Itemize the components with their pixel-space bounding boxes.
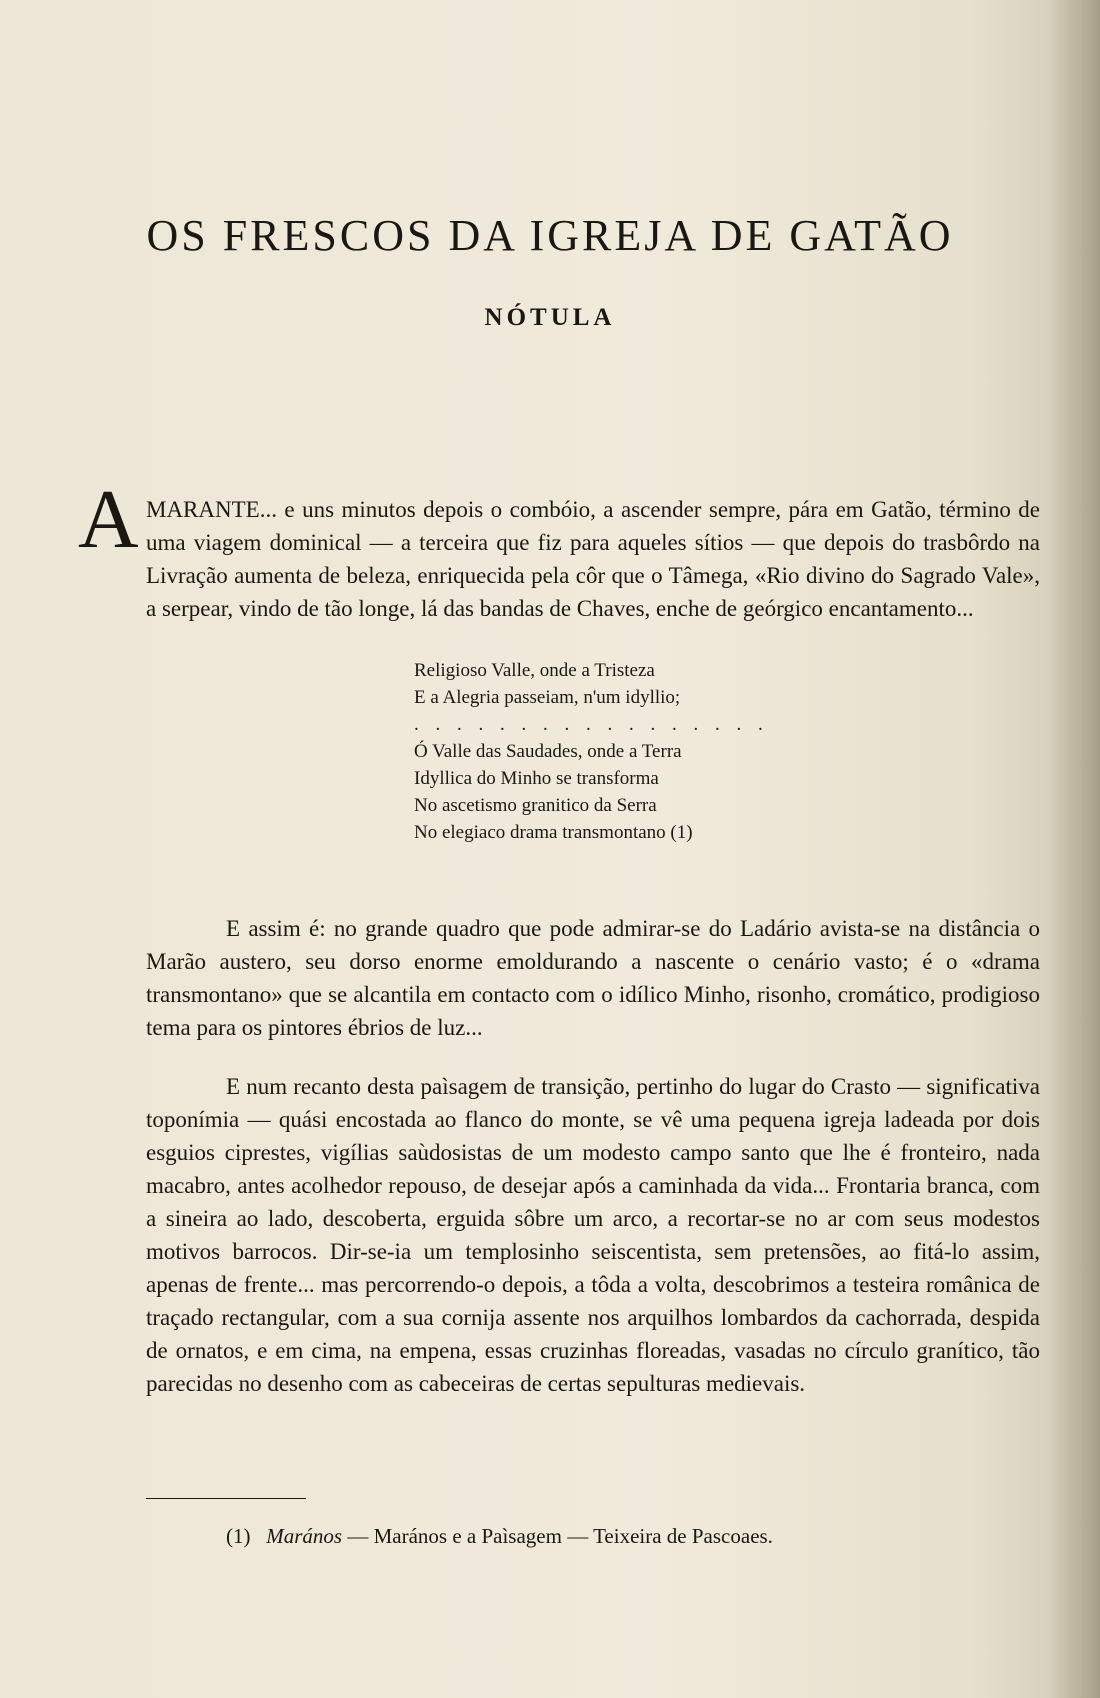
verse-line: Religioso Valle, onde a Tristeza — [414, 660, 655, 681]
paragraph-1 — [146, 493, 1040, 625]
verse-line: E a Alegria passeiam, n'um idyllio; — [414, 687, 681, 708]
footnote-text: — Maránοs e a Paìsagem — Teixeira de Pascoaes. — [347, 1524, 773, 1548]
footnote-divider — [146, 1498, 306, 1499]
verse-line: No ascetismo granitico da Serra — [414, 795, 657, 816]
paragraph-3-text: E num recanto desta paìsagem de transição, pertinho do lugar do Crasto — significativa toponímia — quási encostada ao flanco do monte, se vê uma pequena igreja ladeada por dois esguios ciprestes, vigílias saùdosistas de um modesto campo santo que lhe é fronteiro, nada macabro, antes acolhedor repouso, de desejar após a caminhada da vida... Frontaria branca, com a sineira ao lado, descoberta, erguida sôbre um arco, a recortar-se no ar com seus modestos motivos barrocos. Dir-se-ia um templosinho seiscentista, sem pretensões, ao fitá-lo assim, apenas de frente... mas percorrendo-o depois, a tôda a volta, descobrimos a testeira românica de traçado rectangular, com a sua cornija assente nos arquilhos lombardos da cachorrada, despida de ornatos, e em cima, na empena, essas cruzinhas floreadas, vasadas no círculo granítico, tão parecidas no desenho com as cabeceiras de certas sepulturas medievais. — [146, 1074, 1040, 1396]
verse-ellipsis-dots: . . . . . . . . . . . . . . . . . — [414, 714, 769, 735]
footnote — [226, 1522, 773, 1550]
verse-quotation — [414, 657, 834, 846]
footnote-marker: (1) — [226, 1524, 251, 1548]
verse-line: No elegiaco drama transmontano (1) — [414, 822, 693, 843]
paragraph-2-text: E assim é: no grande quadro que pode admirar-se do Ladário avista-se na distância o Marão austero, seu dorso enorme emoldurando a nascente o cenário vasto; é o «drama transmontano» que se alcantila em contacto com o idílico Minho, risonho, cromático, prodigioso tema para os pintores ébrios de luz... — [146, 916, 1040, 1040]
article-title: OS FRESCOS DA IGREJA DE GATÃO — [146, 211, 954, 260]
paragraph-1-text: MARANTE... e uns minutos depois o combóio, a ascender sempre, pára em Gatão, término de uma viagem dominical — a terceira que fiz para aqueles sítios — que depois do trasbôrdo na Livração aumenta de beleza, enriquecida pela côr que o Tâmega, «Rio divino do Sagrado Vale», a serpear, vindo de tão longe, lá das bandas de Chaves, enche de geórgico encantamento... — [146, 497, 1040, 621]
paragraph-2 — [146, 912, 1040, 1044]
verse-line: Ó Valle das Saudades, onde a Terra — [414, 741, 682, 762]
paragraph-3 — [146, 1070, 1040, 1400]
footnote-italic-title: Maránοs — [266, 1524, 343, 1548]
verse-line: Idyllica do Minho se transforma — [414, 768, 659, 789]
drop-cap: A — [78, 473, 139, 566]
article-subtitle: NÓTULA — [484, 304, 616, 331]
